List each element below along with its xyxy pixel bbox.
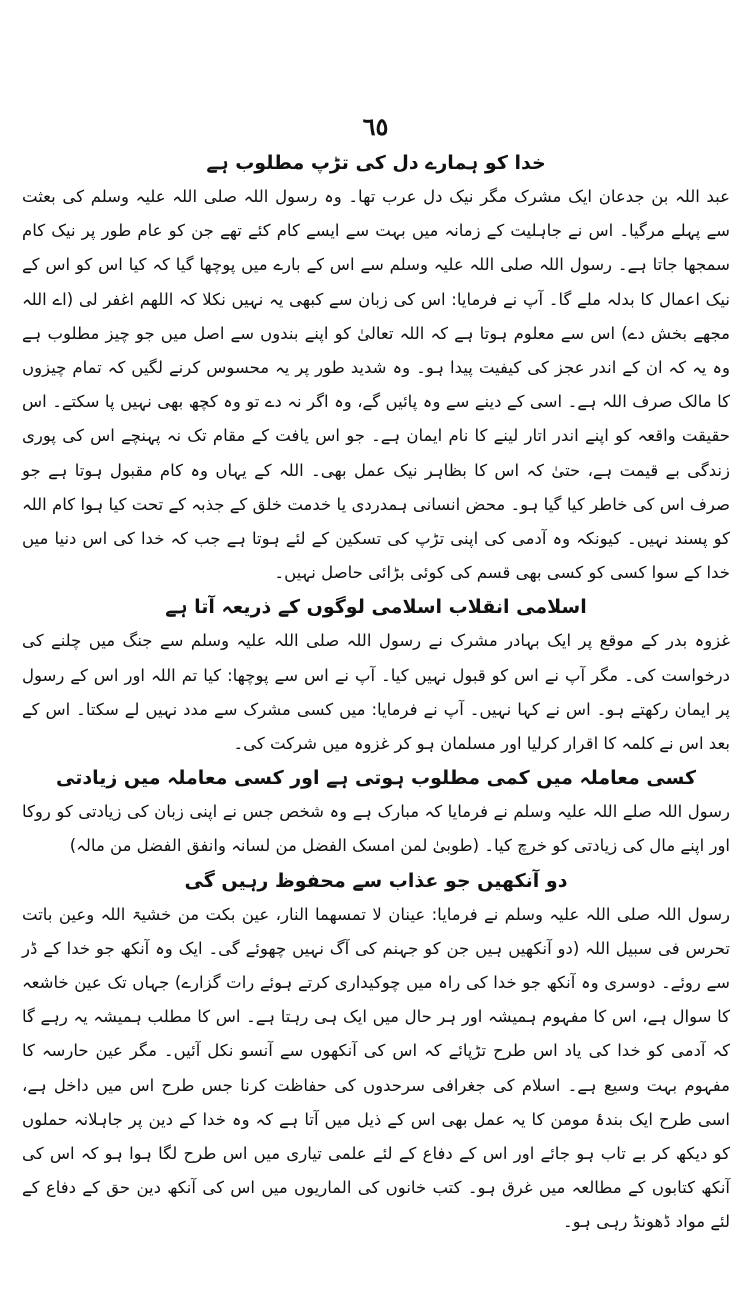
section-paragraph: غزوہ بدر کے موقع پر ایک بہادر مشرک نے رسول اللہ صلی اللہ علیہ وسلم سے جنگ میں چلنے کی درخواست کی۔ مگر آپ نے اس کو قبول نہیں کیا۔ آپ نے اس سے پوچھا: کیا تم اللہ اور اس کے رسول پر ایمان رکھتے ہو۔ اس نے کہا نہیں۔ آپ نے فرمایا: میں کسی مشرک سے مدد نہیں لے سکتا۔ اس کے بعد اس نے کلمہ کا اقرار کرلیا اور مسلمان ہو کر غزوہ میں شرکت کی۔ [22, 631, 730, 754]
section-paragraph: عبد اللہ بن جدعان ایک مشرک مگر نیک دل عرب تھا۔ وہ رسول اللہ صلی اللہ علیہ وسلم کی بعثت سے پہلے مرگیا۔ اس نے جاہلیت کے زمانہ میں بہت سے ایسے کام کئے تھے جن کو عام طور پر نیک کام سمجھا جاتا ہے۔ رسول اللہ صلی اللہ علیہ وسلم سے اس کے بارے میں پوچھا گیا کہ کیا اس کو اس کے نیک اعمال کا بدلہ ملے گا۔ آپ نے فرمایا: اس کی زبان سے کبھی یہ نہیں نکلا کہ اللھم اغفر لی (اے اللہ مجھے بخش دے) اس سے معلوم ہوتا ہے کہ اللہ تعالیٰ کو اپنے بندوں سے اصل میں جو چیز مطلوب ہے وہ یہ کہ ان کے اندر عجز کی کیفیت پیدا ہو۔ وہ شدید طور پر یہ محسوس کرنے لگیں کہ تمام چیزوں کا مالک صرف اللہ ہے۔ اسی کے دینے سے وہ پائیں گے، وہ اگر نہ دے تو وہ کچھ بھی نہیں پا سکتے۔ اس حقیقت واقعہ کو اپنے اندر اتار لینے کا نام ایمان ہے۔ جو اس یافت کے مقام تک نہ پہنچے اس کی پوری زندگی بے قیمت ہے، حتیٰ کہ اس کا بظاہر نیک عمل بھی۔ اللہ کے یہاں وہ کام مقبول ہوتا ہے جو صرف اس کی خاطر کیا گیا ہو۔ محض انسانی ہمدردی یا خدمت خلق کے جذبہ کے تحت کیا ہوا کام اللہ کو پسند نہیں۔ کیونکہ وہ آدمی کی اپنی تڑپ کی تسکین کے لئے ہوتا ہے جب کہ خدا کی اس دنیا میں خدا کے سوا کسی کو کسی بھی قسم کی کوئی بڑائی حاصل نہیں۔ [22, 187, 730, 583]
section-heading: خدا کو ہمارے دل کی تڑپ مطلوب ہے [206, 152, 546, 174]
page-number: ٦٥ [362, 112, 389, 141]
section-heading: کسی معاملہ میں کمی مطلوب ہوتی ہے اور کسی معاملہ میں زیادتی [55, 767, 697, 790]
section-heading: دو آنکھیں جو عذاب سے محفوظ رہیں گی [184, 869, 568, 892]
section-paragraph: رسول اللہ صلی اللہ علیہ وسلم نے فرمایا: عینان لا تمسھما النار، عین بکت من خشیۃ اللہ وعین باتت تحرس فی سبیل اللہ (دو آنکھیں ہیں جن کو جہنم کی آگ نہیں چھوئے گی۔ ایک وہ آنکھ جو خدا کے ڈر سے روئے۔ دوسری وہ آنکھ جو خدا کی راہ میں چوکیداری کرتے ہوئے رات گزارے) جہاں تک عین خاشعہ کا سوال ہے، اس کا مفہوم ہمیشہ اور ہر حال میں ایک ہی رہتا ہے۔ اس کا مطلب ہمیشہ یہ رہے گا کہ آدمی کو خدا کی یاد اس طرح تڑپائے کہ اس کی آنکھوں سے آنسو نکل آئیں۔ مگر عین حارسہ کا مفہوم بہت وسیع ہے۔ اسلام کی جغرافی سرحدوں کی حفاظت کرنا جس طرح اس میں داخل ہے، اسی طرح ایک بندۂ مومن کا یہ عمل بھی اس کے ذیل میں آتا ہے کہ وہ خدا کے دین پر جاہلانہ حملوں کو دیکھ کر بے تاب ہو جائے اور اس کے دفاع کے لئے علمی تیاری میں اس طرح لگا ہوا ہو کہ اس کی آنکھ کتابوں کے مطالعہ میں غرق ہو۔ کتب خانوں کی الماریوں میں اس کی آنکھ دین حق کے دفاع کے لئے مواد ڈھونڈ رہی ہو۔ [22, 904, 730, 1232]
section-paragraph: رسول اللہ صلے اللہ علیہ وسلم نے فرمایا کہ مبارک ہے وہ شخص جس نے اپنی زبان کی زیادتی کو روکا اور اپنے مال کی زیادتی کو خرچ کیا۔ (طوبیٰ لمن امسک الفضل من لسانہ وانفق الفضل من مالہ) [22, 802, 730, 856]
section-heading: اسلامی انقلاب اسلامی لوگوں کے ذریعہ آتا ہے [165, 596, 587, 619]
page-content [22, 146, 730, 1240]
